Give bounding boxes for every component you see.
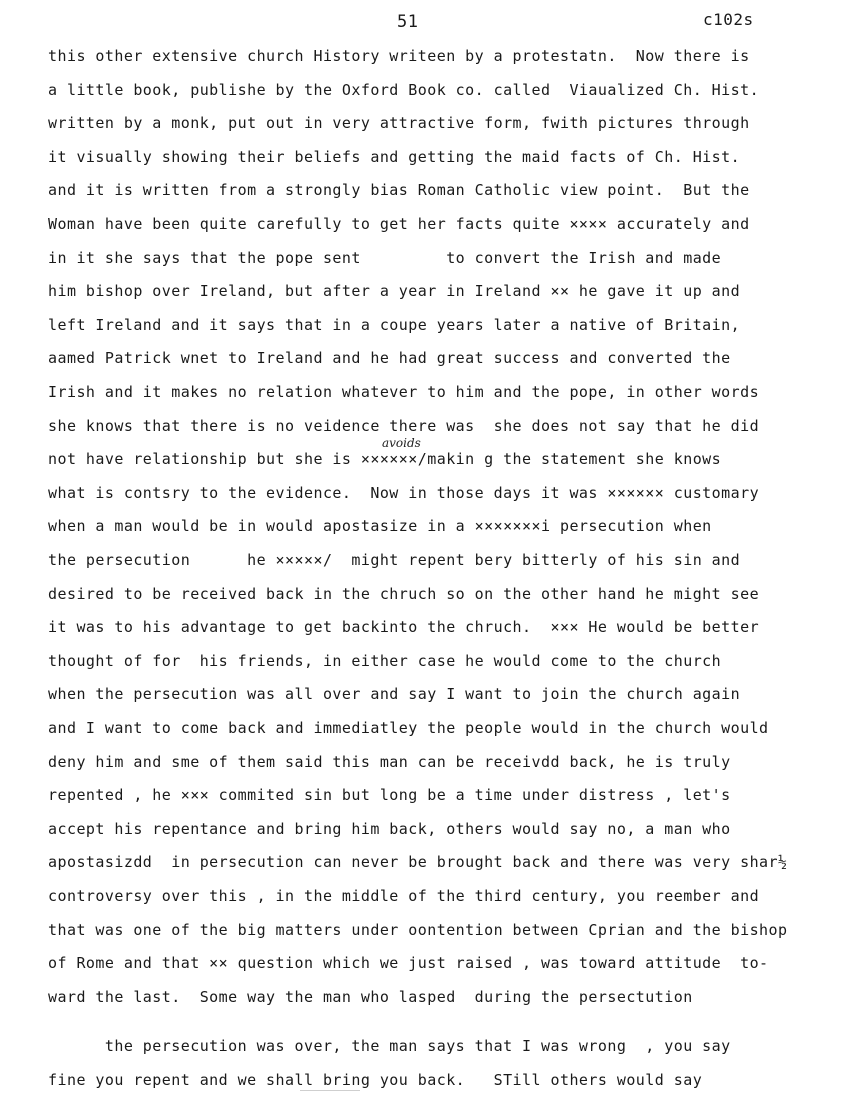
text-line: it was to his advantage to get backinto the chruch. ××× He would be better: [48, 618, 760, 636]
text-line: written by a monk, put out in very attractive form, fwith pictures through: [48, 114, 750, 132]
text-line: when the persecution was all over and say I want to join the church again: [48, 685, 741, 703]
scan-artifact-line: [300, 1090, 360, 1091]
text-line: that was one of the big matters under oontention between Cprian and the bishop: [48, 921, 788, 939]
text-line: she knows that there is no veidence there was she does not say that he did: [48, 417, 760, 435]
text-line: a little book, publishe by the Oxford Book co. called Viaualized Ch. Hist.: [48, 81, 760, 99]
text-line: desired to be received back in the chruch so on the other hand he might see: [48, 585, 760, 603]
text-line: when a man would be in would apostasize in a ×××××××i persecution when: [48, 517, 712, 535]
text-line: and it is written from a strongly bias Roman Catholic view point. But the: [48, 181, 750, 199]
text-line: what is contsry to the evidence. Now in those days it was ×××××× customary: [48, 484, 760, 502]
text-line: the persecution he ×××××/ might repent bery bitterly of his sin and: [48, 551, 741, 569]
text-line: and I want to come back and immediatley the people would in the church would: [48, 719, 769, 737]
page-code: c102s: [703, 10, 754, 29]
text-line: repented , he ××× commited sin but long be a time under distress , let's: [48, 786, 731, 804]
text-line: him bishop over Ireland, but after a year in Ireland ×× he gave it up and: [48, 282, 741, 300]
text-line: ward the last. Some way the man who lasped during the persectution: [48, 988, 693, 1006]
text-line: deny him and sme of them said this man can be receivdd back, he is truly: [48, 753, 731, 771]
text-line: it visually showing their beliefs and getting the maid facts of Ch. Hist.: [48, 148, 741, 166]
text-line: the persecution was over, the man says that I was wrong , you say: [48, 1037, 731, 1055]
text-line: Irish and it makes no relation whatever to him and the pope, in other words: [48, 383, 760, 401]
text-line: accept his repentance and bring him back, others would say no, a man who: [48, 820, 731, 838]
text-line: in it she says that the pope sent to convert the Irish and made: [48, 249, 722, 267]
text-line: fine you repent and we shall bring you back. STill others would say: [48, 1071, 703, 1089]
text-line: Woman have been quite carefully to get her facts quite ×××× accurately and: [48, 215, 750, 233]
text-line: not have relationship but she is ××××××/makin g the statement she knows: [48, 450, 722, 468]
text-line: left Ireland and it says that in a coupe years later a native of Britain,: [48, 316, 741, 334]
text-line: of Rome and that ×× question which we just raised , was toward attitude to-: [48, 954, 769, 972]
text-line: thought of for his friends, in either case he would come to the church: [48, 652, 722, 670]
handwritten-margin-note: avoids: [382, 436, 421, 450]
page-number: 51: [397, 12, 419, 32]
text-line: aamed Patrick wnet to Ireland and he had great success and converted the: [48, 349, 731, 367]
text-line: this other extensive church History writeen by a protestatn. Now there is: [48, 47, 750, 65]
text-line: controversy over this , in the middle of the third century, you reember and: [48, 887, 760, 905]
text-line: apostasizdd in persecution can never be brought back and there was very shar½: [48, 853, 788, 871]
